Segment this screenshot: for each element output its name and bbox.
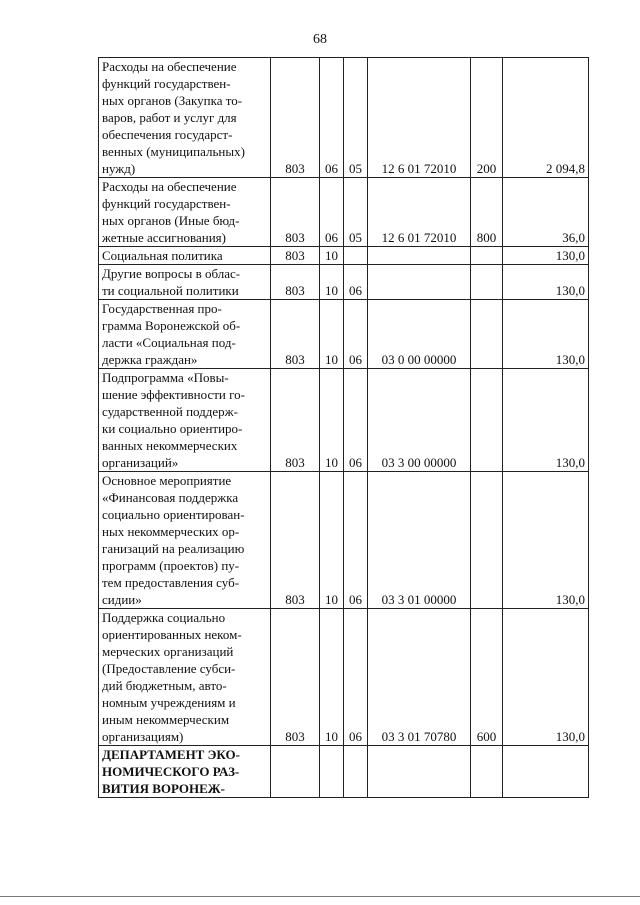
ministry-code-cell: 803 <box>271 609 320 746</box>
item-name-cell <box>99 609 271 746</box>
item-name-line: организаций» <box>102 455 179 470</box>
target-code-cell <box>368 746 471 798</box>
ministry-code-cell: 803 <box>271 58 320 178</box>
amount-cell: 130,0 <box>503 472 589 609</box>
item-name-line: сударственной поддерж- <box>102 404 238 419</box>
page-number: 68 <box>313 32 327 47</box>
item-name-line: (Предоставление субси- <box>102 661 236 676</box>
item-name-line: Поддержка социально <box>102 610 226 625</box>
item-name-line: НОМИЧЕСКОГО РАЗ- <box>102 764 240 779</box>
subsection-code-cell <box>344 247 368 265</box>
amount-cell: 2 094,8 <box>503 58 589 178</box>
item-name-cell <box>99 300 271 369</box>
subsection-code-cell: 05 <box>344 178 368 247</box>
item-name-line: организациям) <box>102 729 184 744</box>
item-name-line: программ (проектов) пу- <box>102 558 240 573</box>
item-name-line: ориентированных неком- <box>102 627 242 642</box>
item-name-line: Основное мероприятие <box>102 473 232 488</box>
item-name-line: ти социальной политики <box>102 283 239 298</box>
item-name-line: Социальная политика <box>102 248 223 263</box>
item-name-line: ных некоммерческих ор- <box>102 524 240 539</box>
target-code-cell: 03 3 01 00000 <box>368 472 471 609</box>
item-name-line: Подпрограмма «Повы- <box>102 370 229 385</box>
target-code-cell <box>368 265 471 300</box>
item-name-cell <box>99 472 271 609</box>
amount-cell: 130,0 <box>503 265 589 300</box>
ministry-code-cell: 803 <box>271 472 320 609</box>
target-code-cell: 03 3 01 70780 <box>368 609 471 746</box>
ministry-code-cell: 803 <box>271 247 320 265</box>
table-row <box>99 265 589 300</box>
table-row <box>99 369 589 472</box>
item-name-line: дий бюджетным, авто- <box>102 678 227 693</box>
subsection-code-cell: 06 <box>344 609 368 746</box>
subsection-code-cell: 06 <box>344 369 368 472</box>
section-code-cell: 10 <box>320 247 344 265</box>
item-name-line: функций государствен- <box>102 196 231 211</box>
subsection-code-cell <box>344 746 368 798</box>
item-name-line: Расходы на обеспечение <box>102 59 237 74</box>
budget-table <box>98 57 589 798</box>
item-name-cell <box>99 247 271 265</box>
item-name-line: ки социально ориентиро- <box>102 421 243 436</box>
item-name-cell <box>99 746 271 798</box>
table-body <box>99 58 589 798</box>
item-name-cell <box>99 178 271 247</box>
section-code-cell: 10 <box>320 300 344 369</box>
ministry-code-cell: 803 <box>271 369 320 472</box>
target-code-cell: 03 0 00 00000 <box>368 300 471 369</box>
expense-type-cell <box>471 369 503 472</box>
expense-type-cell: 800 <box>471 178 503 247</box>
amount-cell: 130,0 <box>503 247 589 265</box>
subsection-code-cell: 05 <box>344 58 368 178</box>
table-row <box>99 746 589 798</box>
subsection-code-cell: 06 <box>344 265 368 300</box>
target-code-cell: 12 6 01 72010 <box>368 58 471 178</box>
ministry-code-cell: 803 <box>271 300 320 369</box>
item-name-line: мерческих организаций <box>102 644 234 659</box>
item-name-line: шение эффективности го- <box>102 387 245 402</box>
section-code-cell <box>320 746 344 798</box>
item-name-line: ных органов (Закупка то- <box>102 93 243 108</box>
expense-type-cell <box>471 746 503 798</box>
item-name-line: Государственная про- <box>102 301 222 316</box>
item-name-line: ных органов (Иные бюд- <box>102 213 240 228</box>
section-code-cell: 10 <box>320 265 344 300</box>
table-row <box>99 300 589 369</box>
table-row <box>99 609 589 746</box>
item-name-line: сидии» <box>102 592 142 607</box>
expense-type-cell <box>471 472 503 609</box>
expense-type-cell <box>471 300 503 369</box>
table-row <box>99 178 589 247</box>
item-name-cell <box>99 369 271 472</box>
subsection-code-cell: 06 <box>344 300 368 369</box>
item-name-line: нужд) <box>102 161 136 176</box>
table-row <box>99 58 589 178</box>
item-name-line: держка граждан» <box>102 352 198 367</box>
item-name-line: иным некоммерческим <box>102 712 230 727</box>
section-code-cell: 10 <box>320 369 344 472</box>
item-name-line: социально ориентирован- <box>102 507 245 522</box>
amount-cell: 36,0 <box>503 178 589 247</box>
item-name-line: номным учреждениям и <box>102 695 236 710</box>
expense-type-cell <box>471 265 503 300</box>
item-name-cell <box>99 58 271 178</box>
item-name-line: обеспечения государст- <box>102 127 233 142</box>
item-name-line: функций государствен- <box>102 76 231 91</box>
amount-cell: 130,0 <box>503 609 589 746</box>
ministry-code-cell <box>271 746 320 798</box>
item-name-line: Расходы на обеспечение <box>102 179 237 194</box>
ministry-code-cell: 803 <box>271 265 320 300</box>
item-name-line: ласти «Социальная под- <box>102 335 236 350</box>
item-name-line: ванных некоммерческих <box>102 438 238 453</box>
expense-type-cell <box>471 247 503 265</box>
expense-type-cell: 600 <box>471 609 503 746</box>
amount-cell: 130,0 <box>503 369 589 472</box>
amount-cell: 130,0 <box>503 300 589 369</box>
item-name-line: тем предоставления суб- <box>102 575 240 590</box>
expense-type-cell: 200 <box>471 58 503 178</box>
item-name-line: жетные ассигнования) <box>102 230 226 245</box>
ministry-code-cell: 803 <box>271 178 320 247</box>
section-code-cell: 06 <box>320 58 344 178</box>
item-name-line: ганизаций на реализацию <box>102 541 245 556</box>
target-code-cell: 03 3 00 00000 <box>368 369 471 472</box>
item-name-line: ДЕПАРТАМЕНТ ЭКО- <box>102 747 240 762</box>
item-name-line: венных (муниципальных) <box>102 144 245 159</box>
item-name-line: Другие вопросы в облас- <box>102 266 241 281</box>
table-row <box>99 247 589 265</box>
page-bottom-rule <box>0 896 640 897</box>
item-name-cell <box>99 265 271 300</box>
section-code-cell: 06 <box>320 178 344 247</box>
target-code-cell: 12 6 01 72010 <box>368 178 471 247</box>
target-code-cell <box>368 247 471 265</box>
item-name-line: «Финансовая поддержка <box>102 490 239 505</box>
item-name-line: варов, работ и услуг для <box>102 110 237 125</box>
item-name-line: грамма Воронежской об- <box>102 318 241 333</box>
item-name-line: ВИТИЯ ВОРОНЕЖ- <box>102 781 225 796</box>
section-code-cell: 10 <box>320 609 344 746</box>
table-row <box>99 472 589 609</box>
section-code-cell: 10 <box>320 472 344 609</box>
subsection-code-cell: 06 <box>344 472 368 609</box>
amount-cell <box>503 746 589 798</box>
